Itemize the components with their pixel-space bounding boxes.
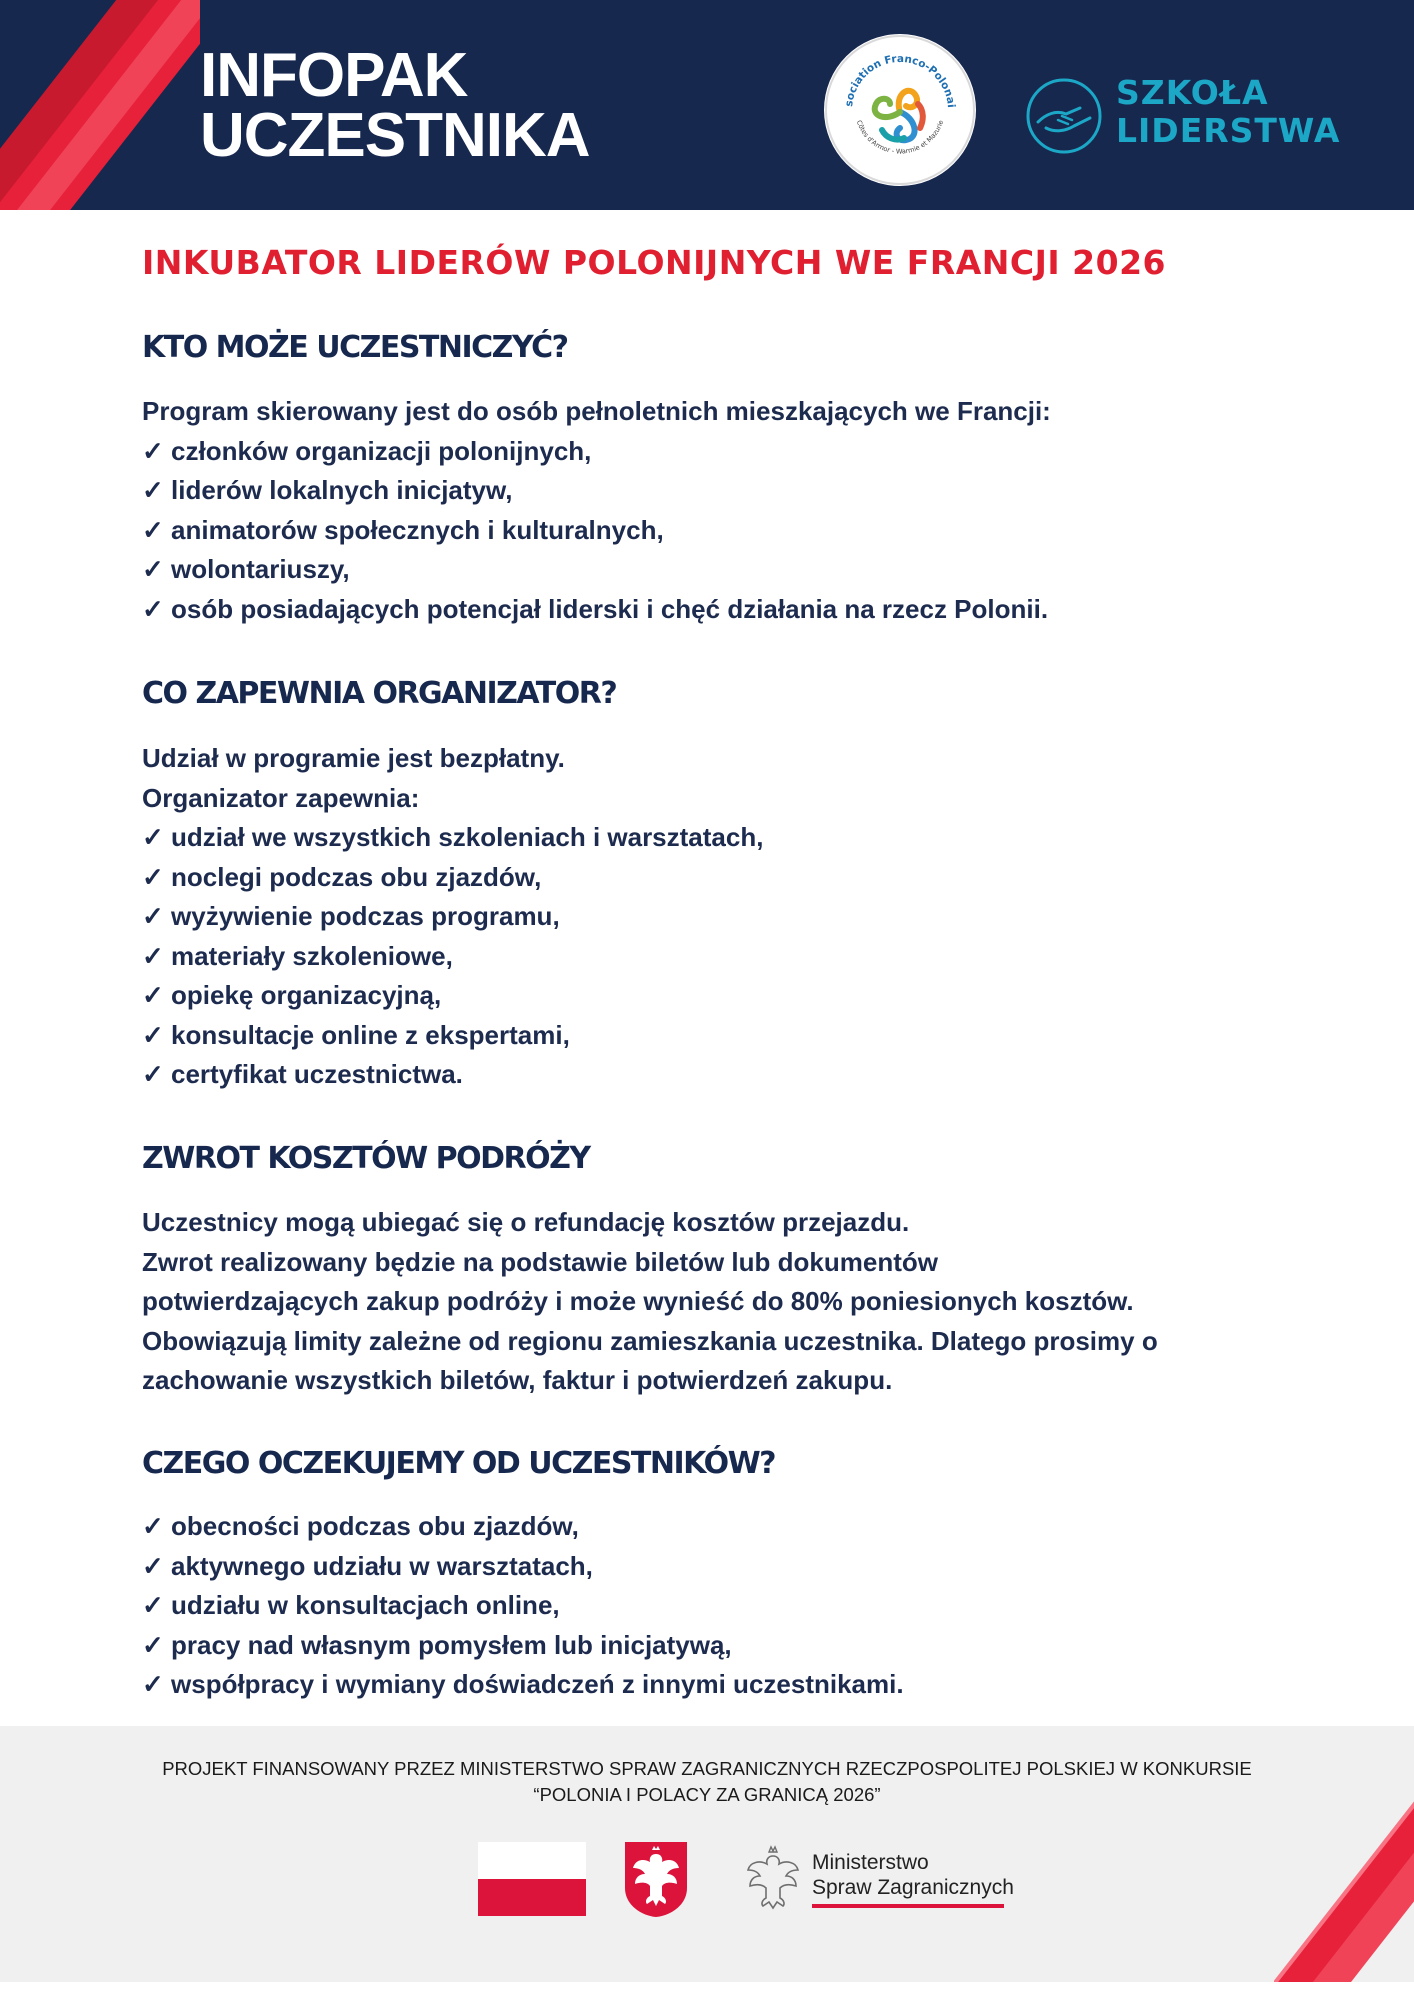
bottom-margin [0,1982,1414,2000]
logo-sl-line2: LIDERSTWA [1116,111,1341,150]
funding-footer [0,1726,1414,1982]
list-item: ✓ członków organizacji polonijnych, [142,435,592,466]
page-title [200,41,590,170]
program-title: INKUBATOR LIDERÓW POLONIJNYCH WE FRANCJI 2026 [142,243,1167,282]
eagle-icon [742,1844,804,1916]
text-line: potwierdzających zakup podróży i może wynieść do 80% poniesionych kosztów. [142,1286,1134,1316]
handshake-icon [1024,76,1104,156]
logo-sl-line1: SZKOŁA [1116,73,1269,112]
list-item: ✓ obecności podczas obu zjazdów, [142,1511,579,1541]
list-item: ✓ materiały szkoleniowe, [142,940,453,971]
section-title-who-can-participate: KTO MOŻE UCZESTNICZYĆ? [142,330,568,365]
list-item: ✓ wolontariuszy, [142,554,350,584]
text-line: Program skierowany jest do osób pełnoletnich mieszkających we Francji: [142,396,1051,426]
list-item: ✓ animatorów społecznych i kulturalnych, [142,514,664,545]
polish-flag-icon [478,1842,586,1916]
list-item: ✓ udział we wszystkich szkoleniach i warsztatach, [142,822,764,852]
list-item: ✓ udziału w konsultacjach online, [142,1590,560,1620]
red-stripes-decoration [0,0,200,210]
ministry-logo [742,1844,1022,1920]
text-line: Uczestnicy mogą ubiegać się o refundację kosztów przejazdu. [142,1207,910,1237]
section-title-travel-reimbursement: ZWROT KOSZTÓW PODRÓŻY [142,1141,590,1176]
logo-ring-text-top: sociation Franco-Polonai [843,52,957,109]
text-line: Organizator zapewnia: [142,782,420,813]
list-item: ✓ osób posiadających potencjał liderski i chęć działania na rzecz Polonii. [142,593,1049,624]
list-item: ✓ certyfikat uczestnictwa. [142,1059,463,1089]
list-item: ✓ noclegi podczas obu zjazdów, [142,861,542,892]
ministry-underline [812,1904,1004,1908]
list-item: ✓ aktywnego udziału w warsztatach, [142,1550,593,1581]
list-item: ✓ pracy nad własnym pomysłem lub inicjatywą, [142,1629,732,1660]
page-title-line2: UCZESTNIKA [200,101,590,170]
ministry-line2: Spraw Zagranicznych [812,1876,1014,1899]
szkola-liderstwa-logo [1024,73,1341,158]
section-title-organizer-provides: CO ZAPEWNIA ORGANIZATOR? [142,676,617,711]
list-item: ✓ współpracy i wymiany doświadczeń z innymi uczestnikami. [142,1669,904,1699]
red-stripes-decoration-bottom [1274,1726,1414,1982]
header-banner [0,0,1414,210]
text-line: Obowiązują limity zależne od regionu zamieszkania uczestnika. Dlatego prosimy o [142,1325,1158,1356]
polish-emblem-icon [623,1840,689,1918]
page-title-line1: INFOPAK [200,41,468,110]
text-line: Udział w programie jest bezpłatny. [142,743,565,773]
list-item: ✓ konsultacje online z ekspertami, [142,1019,570,1050]
list-item: ✓ opiekę organizacyjną, [142,980,442,1010]
ministry-line1: Ministerstwo [812,1851,929,1874]
text-line: Zwrot realizowany będzie na podstawie biletów lub dokumentów [142,1246,938,1277]
funding-line1: PROJEKT FINANSOWANY PRZEZ MINISTERSTWO SPRAW ZAGRANICZNYCH RZECZPOSPOLITEJ POLSKIEJ W KONKURSIE [162,1758,1252,1779]
section-body-who-can-participate [142,392,1051,629]
list-item: ✓ wyżywienie podczas programu, [142,901,560,931]
section-body-organizer-provides [142,739,763,1095]
section-body-travel-reimbursement [142,1203,1158,1401]
funding-line2: “POLONIA I POLACY ZA GRANICĄ 2026” [533,1784,881,1805]
list-item: ✓ liderów lokalnych inicjatyw, [142,475,513,505]
section-body-expectations [142,1507,904,1705]
text-line: zachowanie wszystkich biletów, faktur i potwierdzeń zakupu. [142,1365,893,1395]
section-title-expectations: CZEGO OCZEKUJEMY OD UCZESTNIKÓW? [142,1446,776,1481]
association-franco-polonaise-logo [824,34,976,186]
logo-ring-text-bottom: Côtes d'Armor - Warmie et Mazurie [854,119,946,156]
funding-statement [0,1756,1414,1808]
